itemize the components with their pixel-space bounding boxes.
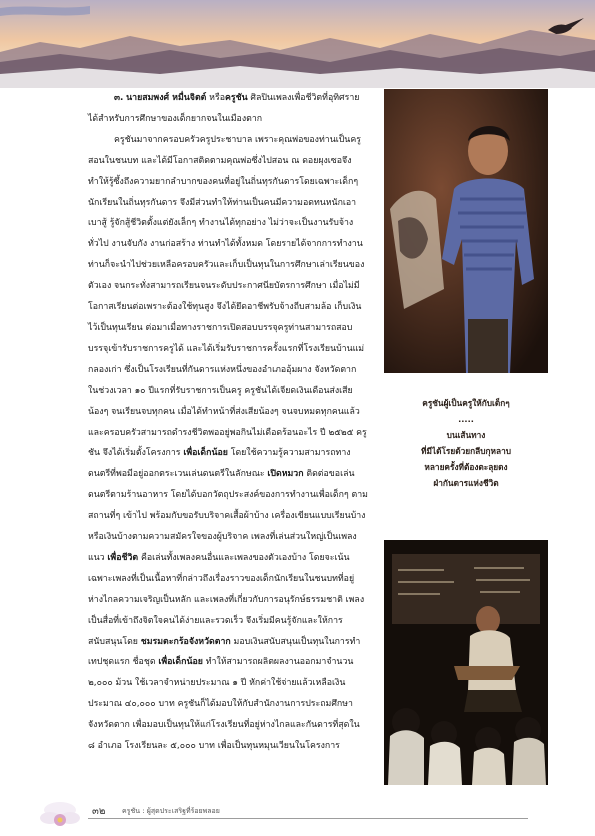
page-footer <box>0 790 595 836</box>
page-number: ๓๒ <box>92 806 106 817</box>
paragraph-3e: ทำให้สามารถผลิตผลงานออกมาจำนวน ๒,๐๐๐ ม้วน ใช้เวลาจำหน่ายประมาณ ๑ ปี หักค่าใช้จ่ายแล้วเหลือเงินประมาณ ๔๐,๐๐๐ บาท ครูชันก็ได้มอบให้กับสำนักงานการประถมศึกษาจังหวัดตาก เพื่อมอบเป็นทุนให้แก่โรงเรียนที่อยู่ห่างไกลและกันดารที่สุดใน ๘ อำเภอ โรงเรียนละ ๕,๐๐๐ บาท เพื่อเป็นทุนหมุนเวียนในโครงการ <box>88 657 360 752</box>
mountain-landscape-image <box>0 0 595 88</box>
project-name-1: เพื่อเด็กน้อย <box>183 448 228 459</box>
caption-line-5: หลายครั้งที่ต้องตะลุยดง <box>424 462 508 472</box>
paragraph-3d: มอบเงินสนับสนุนเป็นทุนในการทำเทปชุดแรก ชื่อชุด <box>88 636 361 668</box>
paragraph-intro <box>88 88 368 130</box>
open-hat-term: เปิดหมวก <box>267 469 304 480</box>
portrait-photo <box>384 89 548 373</box>
person-name: นายสมพงศ์ หมื่นจิตต์ <box>126 93 207 103</box>
orchid-flower-icon <box>20 790 100 836</box>
paragraph-background <box>88 130 368 757</box>
connector-text: หรือ <box>209 93 225 103</box>
caption-line-6: ฝ่ากันดารแห่งชีวิต <box>433 478 499 488</box>
item-number: ๓. <box>114 93 124 103</box>
background-text: ครูชันมาจากครอบครัวครูประชาบาล เพราะคุณพ่อของท่านเป็นครูสอนในชนบท และได้มีโอกาสติดตามคุณพ่อซึ่งไปสอน ณ ดอยผุงเซอจึงทำให้รู้ซึ้งถึงความยากลำบากของคนที่อยู่ในถิ่นทุรกันดารโดยเฉพาะเด็กๆ นักเรียนในถิ่นทุรกันดาร จึงมีส่วนทำให้ท่านเป็นคนมีความอดทนหนักเอาเบาสู้ รู้จักสู้ชีวิตตั้งแต่ยังเล็กๆ ทำงานได้ทุกอย่าง ไม่ว่าจะเป็นงานรับจ้างทั่วไป งานจับกัง งานก่อสร้าง ท่านทำได้ทั้งหมด โดยรายได้จากการทำงาน ท่านก็จะนำไปช่วยเหลือครอบครัวและเก็บเป็นทุนในการศึกษาเล่าเรียนของตัวเอง จนกระทั่งสามารถเรียนจนระดับประกาศนียบัตรการศึกษา เมื่อไม่มีโอกาสเรียนต่อเพราะต้องใช้ทุนสูง จึงได้ยึดอาชีพรับจ้างถีบสามล้อ เก็บเงินไว้เป็นทุนเรียน ต่อมาเมื่อทางราชการเปิดสอบบรรจุครูท่านสามารถสอบบรรจุเข้ารับราชการครูได้ และได้เริ่มรับราชการครั้งแรกที่โรงเรียนบ้านแม่กลองเก่า ซึ่งเป็นโรงเรียนที่กันดารแห่งหนึ่งของอำเภออุ้มผาง จังหวัดตาก ในช่วงเวลา ๑๐ ปีแรกที่รับราชการเป็นครู ครูชันได้เจียดเงินเดือนส่งเสียน้องๆ จนเรียนจบทุกคน เมื่อได้ทำหน้าที่ส่งเสียน้องๆ จนจบหมดทุกคนแล้วและครอบครัวสามารถดำรงชีวิตพออยู่พอกินไม่เดือดร้อนอะไร ปี ๒๕๒๕ ครูชัน จึงได้เริ่มตั้งโครงการ <box>88 134 367 459</box>
project-name-2: เพื่อเด็กน้อย <box>158 657 203 668</box>
sponsor-name: ชมรมตะกร้อจังหวัดตาก <box>140 636 231 647</box>
paragraph-3b: ติดต่อขอเล่นดนตรีตามร้านอาหาร โดยได้บอกวัตถุประสงค์ของการทำงานเพื่อเด็กๆ ตามสถานที่ๆ เข้าไป พร้อมกับขอรับบริจาคเสื้อผ้าบ้าง เครื่องเขียนแบบเรียนบ้าง หรือเงินบ้างตามความสมัครใจของผู้บริจาค เพลงที่เล่นส่วนใหญ่เป็นเพลงแนว <box>88 469 368 563</box>
paragraph-3c: คือเล่นทั้งเพลงคนอื่นและเพลงของตัวเองบ้าง โดยจะเน้นเฉพาะเพลงที่เป็นเนื้อหาที่กล่าวถึงเรื่องราวของเด็กนักเรียนในชนบทที่อยู่ห่างไกลความเจริญเป็นหลัก และเพลงที่เกี่ยวกับการอนุรักษ์ธรรมชาติ เพลงเป็นสื่อที่เข้าถึงจิตใจคนได้ง่ายและรวดเร็ว จึงเริ่มมีคนรู้จักและให้การสนับสนุนโดย <box>88 552 365 647</box>
classroom-photo <box>384 540 548 785</box>
footer-title: ครูชัน : ผู้สุดประเสริฐที่ร้อยพลอย <box>122 807 220 815</box>
footer-divider <box>88 818 528 819</box>
article-body <box>88 88 368 757</box>
header-banner <box>0 0 595 88</box>
nickname: ครูชัน <box>224 93 248 103</box>
caption-line-1: ครูชันผู้เป็นครูให้กับเด็กๆ <box>422 398 510 408</box>
intro-rest: ศิลปินเพลงเพื่อชีวิตที่อุทิศรายได้สำหรับการศึกษาของเด็กยากจนในเมืองตาก <box>88 93 360 124</box>
caption-line-3: บนเส้นทาง <box>446 430 486 440</box>
genre-term: เพื่อชีวิต <box>107 552 139 563</box>
caption-line-4: ที่มีได้โรยด้วยกลีบกุหลาบ <box>420 446 512 456</box>
caption-line-2: ..... <box>458 414 474 424</box>
photo-caption <box>384 395 548 491</box>
paragraph-3a: โดยใช้ความรู้ความสามารถทางดนตรีที่พอมีอยู่ออกตระเวนเล่นดนตรีในลักษณะ <box>88 448 351 480</box>
